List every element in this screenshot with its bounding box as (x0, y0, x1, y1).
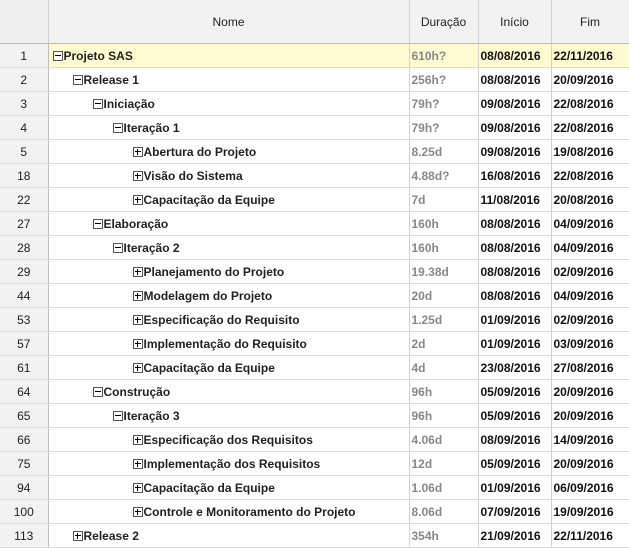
task-name-wrapper (49, 404, 409, 427)
end-date-cell[interactable]: 02/09/2016 (551, 308, 629, 332)
start-date-cell[interactable]: 08/09/2016 (478, 428, 551, 452)
row-number-cell[interactable]: 22 (0, 188, 48, 212)
row-number-cell[interactable]: 4 (0, 116, 48, 140)
task-name-cell[interactable] (48, 212, 409, 236)
table-row[interactable] (0, 428, 629, 452)
task-name-wrapper (49, 260, 409, 283)
collapse-icon[interactable] (113, 123, 123, 133)
start-date-cell[interactable]: 23/08/2016 (478, 356, 551, 380)
duration-cell[interactable]: 2d (409, 332, 478, 356)
task-name-label: Iteração 2 (123, 240, 180, 255)
duration-cell[interactable]: 4d (409, 356, 478, 380)
table-row[interactable] (0, 68, 629, 92)
start-date-cell[interactable]: 05/09/2016 (478, 452, 551, 476)
task-name-cell[interactable] (48, 116, 409, 140)
table-row[interactable] (0, 164, 629, 188)
task-name-cell[interactable] (48, 428, 409, 452)
start-date-cell[interactable]: 21/09/2016 (478, 524, 551, 548)
end-date-cell[interactable]: 22/11/2016 (551, 524, 629, 548)
table-row[interactable] (0, 452, 629, 476)
end-date-cell[interactable]: 19/09/2016 (551, 500, 629, 524)
task-name-label: Release 1 (83, 72, 139, 87)
start-date-cell[interactable]: 08/08/2016 (478, 68, 551, 92)
table-row[interactable] (0, 404, 629, 428)
expand-icon[interactable] (133, 171, 143, 181)
row-number-cell[interactable]: 65 (0, 404, 48, 428)
task-name-label: Planejamento do Projeto (143, 264, 285, 279)
end-date-cell[interactable]: 22/11/2016 (551, 44, 629, 68)
task-name-cell[interactable] (48, 404, 409, 428)
duration-cell[interactable]: 4.88d? (409, 164, 478, 188)
expand-icon[interactable] (133, 267, 143, 277)
header-row (0, 0, 629, 44)
table-row[interactable] (0, 500, 629, 524)
row-number-cell[interactable]: 66 (0, 428, 48, 452)
task-name-label: Controle e Monitoramento do Projeto (143, 504, 356, 519)
start-date-cell[interactable]: 08/08/2016 (478, 284, 551, 308)
table-row[interactable] (0, 476, 629, 500)
task-name-cell[interactable] (48, 284, 409, 308)
end-date-cell[interactable]: 27/08/2016 (551, 356, 629, 380)
task-name-wrapper (49, 500, 409, 523)
start-date-cell[interactable]: 08/08/2016 (478, 212, 551, 236)
task-name-wrapper (49, 92, 409, 115)
task-name-wrapper (49, 44, 409, 67)
duration-cell[interactable]: 96h (409, 404, 478, 428)
task-name-label: Construção (103, 384, 171, 399)
task-name-label: Capacitação da Equipe (143, 480, 275, 495)
task-name-cell[interactable] (48, 476, 409, 500)
expand-icon[interactable] (133, 195, 143, 205)
end-date-cell[interactable]: 20/09/2016 (551, 404, 629, 428)
collapse-icon[interactable] (93, 387, 103, 397)
task-name-wrapper (49, 428, 409, 451)
expand-icon[interactable] (73, 531, 83, 541)
row-number-cell[interactable]: 53 (0, 308, 48, 332)
start-date-cell[interactable]: 08/08/2016 (478, 260, 551, 284)
column-header-duration[interactable]: Duração (409, 0, 478, 44)
table-row[interactable] (0, 188, 629, 212)
collapse-icon[interactable] (93, 219, 103, 229)
task-name-wrapper (49, 164, 409, 187)
table-row[interactable] (0, 236, 629, 260)
duration-cell[interactable]: 12d (409, 452, 478, 476)
end-date-cell[interactable]: 06/09/2016 (551, 476, 629, 500)
start-date-cell[interactable]: 05/09/2016 (478, 404, 551, 428)
collapse-icon[interactable] (113, 243, 123, 253)
task-name-wrapper (49, 236, 409, 259)
task-name-cell[interactable] (48, 500, 409, 524)
end-date-cell[interactable]: 20/09/2016 (551, 380, 629, 404)
row-number-cell[interactable]: 57 (0, 332, 48, 356)
row-number-cell[interactable]: 28 (0, 236, 48, 260)
task-name-wrapper (49, 332, 409, 355)
task-name-label: Capacitação da Equipe (143, 360, 275, 375)
task-name-cell[interactable] (48, 260, 409, 284)
column-header-start[interactable]: Início (478, 0, 551, 44)
expand-icon[interactable] (133, 435, 143, 445)
row-number-cell[interactable]: 5 (0, 140, 48, 164)
table-row[interactable] (0, 116, 629, 140)
task-name-label: Especificação do Requisito (143, 312, 300, 327)
start-date-cell[interactable]: 01/09/2016 (478, 332, 551, 356)
duration-cell[interactable]: 7d (409, 188, 478, 212)
duration-cell[interactable]: 1.25d (409, 308, 478, 332)
table-row[interactable] (0, 140, 629, 164)
duration-cell[interactable]: 4.06d (409, 428, 478, 452)
row-number-cell[interactable]: 29 (0, 260, 48, 284)
task-name-wrapper (49, 284, 409, 307)
table-row[interactable] (0, 92, 629, 116)
collapse-icon[interactable] (93, 99, 103, 109)
task-name-cell[interactable] (48, 356, 409, 380)
start-date-cell[interactable]: 08/08/2016 (478, 236, 551, 260)
task-name-cell[interactable] (48, 140, 409, 164)
duration-cell[interactable]: 354h (409, 524, 478, 548)
task-name-cell[interactable] (48, 92, 409, 116)
row-number-cell[interactable]: 44 (0, 284, 48, 308)
start-date-cell[interactable]: 01/09/2016 (478, 476, 551, 500)
task-name-cell[interactable] (48, 164, 409, 188)
row-number-cell[interactable]: 1 (0, 44, 48, 68)
end-date-cell[interactable]: 02/09/2016 (551, 260, 629, 284)
expand-icon[interactable] (133, 147, 143, 157)
task-name-wrapper (49, 356, 409, 379)
collapse-icon[interactable] (53, 51, 63, 61)
expand-icon[interactable] (133, 363, 143, 373)
end-date-cell[interactable]: 14/09/2016 (551, 428, 629, 452)
duration-cell[interactable]: 96h (409, 380, 478, 404)
start-date-cell[interactable]: 09/08/2016 (478, 140, 551, 164)
task-name-label: Modelagem do Projeto (143, 288, 273, 303)
column-header-name[interactable]: Nome (48, 0, 409, 44)
table-row[interactable] (0, 380, 629, 404)
task-name-label: Iniciação (103, 96, 155, 111)
start-date-cell[interactable]: 07/09/2016 (478, 500, 551, 524)
task-name-cell[interactable] (48, 236, 409, 260)
start-date-cell[interactable]: 08/08/2016 (478, 44, 551, 68)
task-name-label: Implementação do Requisito (143, 336, 307, 351)
table-row[interactable] (0, 284, 629, 308)
start-date-cell[interactable]: 09/08/2016 (478, 92, 551, 116)
expand-icon[interactable] (133, 291, 143, 301)
duration-cell[interactable]: 1.06d (409, 476, 478, 500)
task-name-label: Visão do Sistema (143, 168, 243, 183)
end-date-cell[interactable]: 22/08/2016 (551, 116, 629, 140)
row-number-cell[interactable]: 100 (0, 500, 48, 524)
task-name-label: Implementação dos Requisitos (143, 456, 321, 471)
table-row[interactable] (0, 524, 629, 548)
start-date-cell[interactable]: 05/09/2016 (478, 380, 551, 404)
column-header-number[interactable] (0, 0, 48, 44)
duration-cell[interactable]: 79h? (409, 92, 478, 116)
expand-icon[interactable] (133, 315, 143, 325)
task-name-wrapper (49, 188, 409, 211)
task-name-cell[interactable] (48, 524, 409, 548)
duration-cell[interactable]: 8.06d (409, 500, 478, 524)
duration-cell[interactable]: 79h? (409, 116, 478, 140)
duration-cell[interactable]: 610h? (409, 44, 478, 68)
task-name-wrapper (49, 308, 409, 331)
task-name-label: Especificação dos Requisitos (143, 432, 313, 447)
row-number-cell[interactable]: 113 (0, 524, 48, 548)
table-row[interactable] (0, 260, 629, 284)
duration-cell[interactable]: 20d (409, 284, 478, 308)
start-date-cell[interactable]: 11/08/2016 (478, 188, 551, 212)
end-date-cell[interactable]: 04/09/2016 (551, 212, 629, 236)
expand-icon[interactable] (133, 507, 143, 517)
duration-cell[interactable]: 8.25d (409, 140, 478, 164)
start-date-cell[interactable]: 16/08/2016 (478, 164, 551, 188)
duration-cell[interactable]: 256h? (409, 68, 478, 92)
table-row[interactable] (0, 332, 629, 356)
task-name-wrapper (49, 212, 409, 235)
end-date-cell[interactable]: 19/08/2016 (551, 140, 629, 164)
task-name-label: Elaboração (103, 216, 169, 231)
end-date-cell[interactable]: 22/08/2016 (551, 164, 629, 188)
task-name-wrapper (49, 68, 409, 91)
task-name-cell[interactable] (48, 308, 409, 332)
collapse-icon[interactable] (113, 411, 123, 421)
end-date-cell[interactable]: 04/09/2016 (551, 236, 629, 260)
table-row[interactable] (0, 44, 629, 68)
end-date-cell[interactable]: 20/09/2016 (551, 68, 629, 92)
task-name-cell[interactable] (48, 188, 409, 212)
task-name-wrapper (49, 380, 409, 403)
expand-icon[interactable] (133, 459, 143, 469)
duration-cell[interactable]: 19.38d (409, 260, 478, 284)
task-name-wrapper (49, 476, 409, 499)
row-number-cell[interactable]: 75 (0, 452, 48, 476)
duration-cell[interactable]: 160h (409, 236, 478, 260)
task-name-wrapper (49, 140, 409, 163)
collapse-icon[interactable] (73, 75, 83, 85)
start-date-cell[interactable]: 01/09/2016 (478, 308, 551, 332)
row-number-cell[interactable]: 3 (0, 92, 48, 116)
task-name-label: Projeto SAS (63, 48, 133, 63)
start-date-cell[interactable]: 09/08/2016 (478, 116, 551, 140)
task-name-label: Abertura do Projeto (143, 144, 257, 159)
end-date-cell[interactable]: 22/08/2016 (551, 92, 629, 116)
task-name-label: Iteração 3 (123, 408, 180, 423)
duration-cell[interactable]: 160h (409, 212, 478, 236)
end-date-cell[interactable]: 20/09/2016 (551, 452, 629, 476)
table-header (0, 0, 629, 44)
row-number-cell[interactable]: 64 (0, 380, 48, 404)
task-name-wrapper (49, 452, 409, 475)
task-name-label: Iteração 1 (123, 120, 180, 135)
task-name-cell[interactable] (48, 68, 409, 92)
task-name-wrapper (49, 116, 409, 139)
task-name-label: Capacitação da Equipe (143, 192, 275, 207)
column-header-end[interactable]: Fim (551, 0, 629, 44)
table-body (0, 44, 629, 548)
task-name-label: Release 2 (83, 528, 139, 543)
task-name-cell[interactable] (48, 44, 409, 68)
task-name-wrapper (49, 524, 409, 547)
task-name-cell[interactable] (48, 380, 409, 404)
row-number-cell[interactable]: 2 (0, 68, 48, 92)
end-date-cell[interactable]: 20/08/2016 (551, 188, 629, 212)
row-number-cell[interactable]: 18 (0, 164, 48, 188)
row-number-cell[interactable]: 61 (0, 356, 48, 380)
end-date-cell[interactable]: 04/09/2016 (551, 284, 629, 308)
expand-icon[interactable] (133, 339, 143, 349)
task-name-cell[interactable] (48, 452, 409, 476)
task-name-cell[interactable] (48, 332, 409, 356)
end-date-cell[interactable]: 03/09/2016 (551, 332, 629, 356)
table-row[interactable] (0, 356, 629, 380)
row-number-cell[interactable]: 27 (0, 212, 48, 236)
expand-icon[interactable] (133, 483, 143, 493)
table-row[interactable] (0, 308, 629, 332)
row-number-cell[interactable]: 94 (0, 476, 48, 500)
table-row[interactable] (0, 212, 629, 236)
